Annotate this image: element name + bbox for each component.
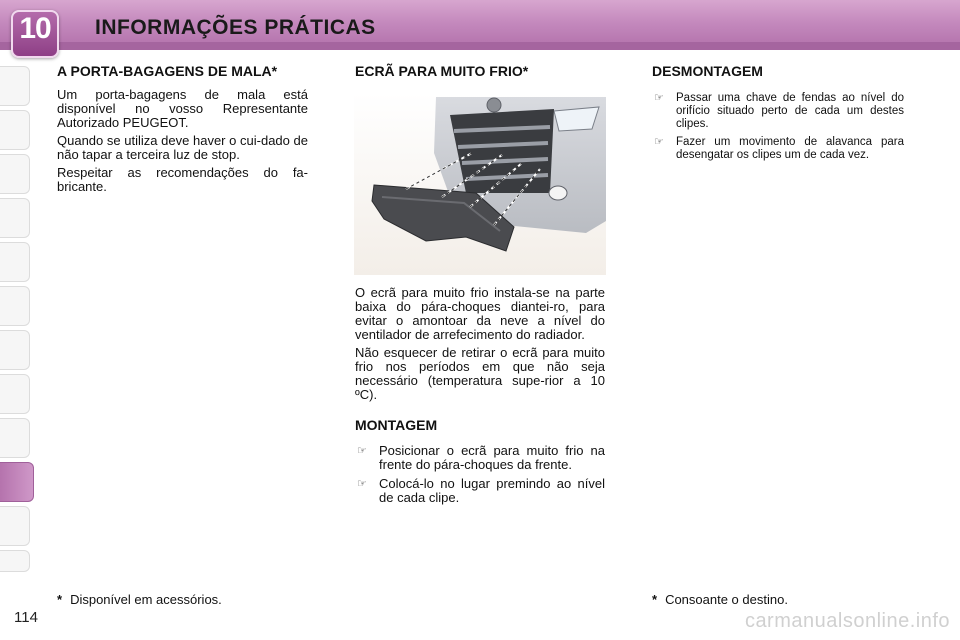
grille-screen-illustration	[354, 93, 606, 275]
montagem-steps	[355, 444, 605, 505]
section-title: A PORTA-BAGAGENS DE MALA*	[57, 63, 278, 79]
chapter-tabs	[0, 66, 34, 572]
footnote-accessories	[57, 592, 222, 607]
watermark: carmanualsonline.info	[744, 610, 950, 632]
chapter-tab[interactable]	[0, 66, 30, 106]
list-item-text: Passar uma chave de fendas ao nível do orifício situado perto de cada um destes clipes.	[676, 92, 904, 130]
chapter-tab[interactable]	[0, 506, 30, 546]
column-trunk-carrier	[57, 62, 308, 198]
pointing-hand-icon: ☞	[654, 92, 664, 104]
chapter-tab[interactable]	[0, 418, 30, 458]
list-item-text: Fazer um movimento de alavanca para desengatar os clipes um de cada vez.	[676, 136, 904, 161]
header-bar	[0, 0, 960, 50]
chapter-tab[interactable]	[0, 242, 30, 282]
pointing-hand-icon: ☞	[357, 445, 367, 457]
page-title: INFORMAÇÕES PRÁTICAS	[95, 16, 376, 39]
footnote-star: *	[652, 592, 658, 607]
page-number: 114	[14, 609, 38, 626]
footnote-star: *	[57, 592, 63, 607]
paragraph: Respeitar as recomendações do fa-bricante.	[57, 165, 308, 194]
footnote-text: Consoante o destino.	[665, 592, 788, 607]
removal-steps	[652, 92, 904, 162]
list-item	[355, 444, 605, 472]
column-removal	[652, 62, 904, 167]
pointing-hand-icon: ☞	[357, 478, 367, 490]
chapter-tab[interactable]	[0, 374, 30, 414]
chapter-tab-active[interactable]	[0, 462, 34, 502]
chapter-tab[interactable]	[0, 198, 30, 238]
footnote-destination	[652, 592, 788, 607]
chapter-tab[interactable]	[0, 110, 30, 150]
chapter-tab[interactable]	[0, 330, 30, 370]
section-title-montagem: MONTAGEM	[355, 417, 438, 433]
pointing-hand-icon: ☞	[654, 136, 664, 148]
list-item	[652, 92, 904, 131]
footnote-text: Disponível em acessórios.	[70, 592, 222, 607]
list-item-text: Posicionar o ecrã para muito frio na frente do pára-choques da frente.	[379, 443, 605, 472]
chapter-tab[interactable]	[0, 550, 30, 572]
paragraph: O ecrã para muito frio instala-se na parte baixa do pára-choques diantei-ro, para evitar o amontoar da neve a nível do ventilador de arrefecimento do radiador.	[355, 285, 605, 342]
paragraph: Não esquecer de retirar o ecrã para muito frio nos períodos em que não seja necessário (temperatura supe-rior a 10 ºC).	[355, 345, 605, 402]
list-item	[652, 136, 904, 162]
paragraph: Quando se utiliza deve haver o cui-dado de não tapar a terceira luz de stop.	[57, 133, 308, 162]
chapter-badge: 10	[11, 10, 59, 58]
section-title-wrap	[355, 62, 605, 88]
section-title: ECRÃ PARA MUITO FRIO*	[355, 63, 529, 79]
list-item-text: Colocá-lo no lugar premindo ao nível de cada clipe.	[379, 476, 605, 505]
chapter-tab[interactable]	[0, 286, 30, 326]
chapter-tab[interactable]	[0, 154, 30, 194]
column-cold-screen	[355, 286, 605, 510]
list-item	[355, 477, 605, 505]
paragraph: Um porta-bagagens de mala está disponível no vosso Representante Autorizado PEUGEOT.	[57, 87, 308, 130]
header-band	[0, 42, 960, 50]
section-title: DESMONTAGEM	[652, 63, 763, 79]
